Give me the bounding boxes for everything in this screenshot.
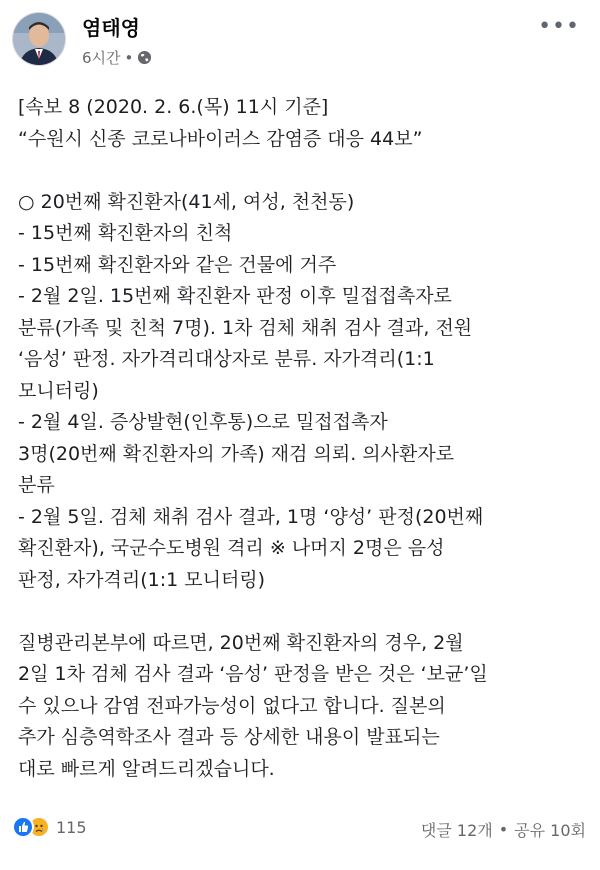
meta-separator: • (124, 48, 134, 67)
avatar-photo (13, 13, 65, 65)
post-text-line: - 2월 5일. 검체 채취 검사 결과, 1명 ‘양성’ 판정(20번째 (18, 505, 484, 528)
post-text-line: 모니터링) (18, 379, 99, 402)
engagement-stats (421, 818, 586, 841)
post-text-line: 대로 빠르게 알려드리겠습니다. (18, 757, 275, 780)
comment-count[interactable]: 댓글 12개 (420, 821, 493, 840)
post-footer (0, 812, 600, 852)
reaction-count: 115 (56, 817, 87, 837)
post-text-line: “수원시 신종 코로나바이러스 감염증 대응 44보” (18, 127, 423, 150)
reaction-summary[interactable] (12, 816, 87, 838)
post-time[interactable]: 6시간 (82, 49, 121, 67)
post-text-line: - 2월 2일. 15번째 확진환자 판정 이후 밀접접촉자로 (18, 285, 452, 307)
post-text-line: 분류(가족 및 친척 7명). 1차 검체 채취 검사 결과, 전원 (18, 316, 473, 339)
share-count[interactable]: 공유 10회 (514, 821, 586, 840)
post-header (0, 0, 600, 80)
post-text-line: 질병관리본부에 따르면, 20번째 확진환자의 경우, 2월 (18, 631, 464, 654)
post-meta (82, 47, 152, 68)
post-text-line: 분류 (18, 474, 55, 496)
post-text-line: - 2월 4일. 증상발현(인후통)으로 밀접접촉자 (18, 411, 388, 433)
post-text-line: 확진환자), 국군수도병원 격리 ※ 나머지 2명은 음성 (18, 537, 445, 559)
paragraph-break (18, 155, 588, 187)
post-text-line: [속보 8 (2020. 2. 6.(목) 11시 기준] (18, 96, 329, 118)
author-name[interactable]: 염태영 (82, 16, 140, 40)
post-text-line: 3명(20번째 확진환자의 가족) 재검 의뢰. 의사환자로 (18, 442, 455, 465)
post-text-line: ‘음성’ 판정. 자가격리대상자로 분류. 자가격리(1:1 (18, 348, 435, 370)
paragraph-break (18, 596, 588, 628)
post-text-line: 추가 심층역학조사 결과 등 상세한 내용이 발표되는 (18, 726, 440, 748)
globe-icon[interactable] (137, 50, 152, 65)
post-text-line: 2일 1차 검체 검사 결과 ‘음성’ 판정을 받은 것은 ‘보균’일 (18, 663, 488, 685)
stats-separator: • (498, 820, 509, 839)
avatar[interactable] (12, 12, 66, 66)
post-text-line: ○ 20번째 확진환자(41세, 여성, 천천동) (18, 190, 355, 213)
post-text (18, 92, 588, 785)
like-icon (12, 816, 34, 838)
post-text-line: 수 있으나 감염 전파가능성이 없다고 합니다. 질본의 (18, 694, 446, 717)
post-text-line: - 15번째 확진환자와 같은 건물에 거주 (18, 253, 337, 276)
post-text-line: - 15번째 확진환자의 친척 (18, 222, 233, 244)
more-horizontal-icon[interactable]: ••• (538, 14, 580, 39)
post-text-line: 판정, 자가격리(1:1 모니터링) (18, 568, 266, 591)
